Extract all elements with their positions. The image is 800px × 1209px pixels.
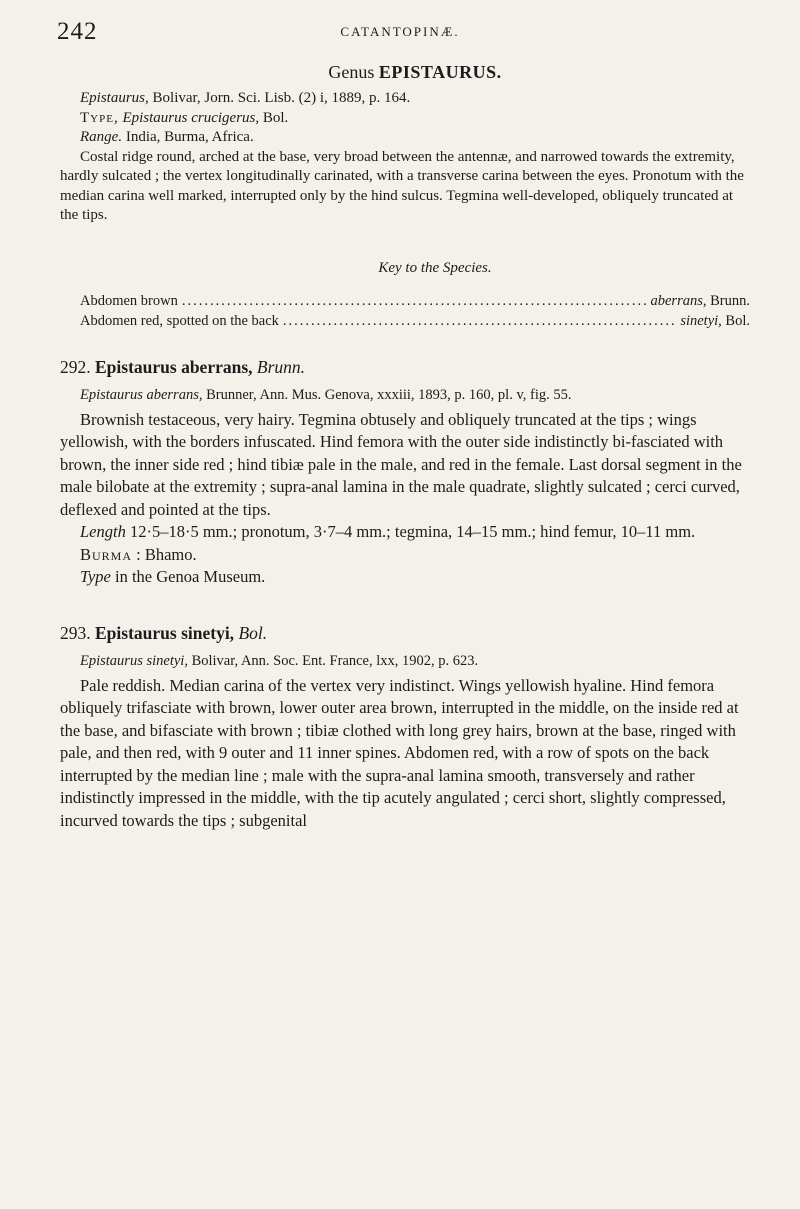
species-number: 292. [60, 356, 91, 377]
species-heading [60, 623, 750, 644]
species-name: Epistaurus sinetyi, [95, 622, 235, 643]
genus-type-name: Epistaurus crucigerus, [122, 109, 260, 126]
genus-type [60, 109, 750, 129]
page-number: 242 [57, 18, 98, 45]
genus-range-text: India, Burma, Africa. [122, 129, 254, 145]
key-row-species: aberrans, Brunn. [650, 292, 750, 309]
genus-type-label: Type, [80, 109, 119, 126]
species-reference: Epistaurus aberrans, Brunner, Ann. Mus. Genova, xxxiii, 1893, p. 160, pl. v, fig. 55. [80, 386, 572, 403]
page-body [60, 62, 750, 832]
genus-ref-name: Epistaurus, [80, 90, 149, 106]
species-name: Epistaurus aberrans, [95, 356, 253, 377]
species-length: Length 12·5–18·5 mm.; pronotum, 3·7–4 mm.; tegmina, 14–15 mm.; hind femur, 10–11 mm. [80, 522, 696, 541]
genus-type-author: Bol. [259, 109, 289, 126]
genus-prefix: Genus [328, 62, 379, 82]
key-heading: Key to the Species. [378, 259, 492, 276]
key-row [80, 291, 750, 311]
species-author: Brunn. [256, 356, 306, 377]
running-title: CATANTOPINÆ. [340, 24, 460, 39]
species-number: 293. [60, 622, 91, 643]
species-author: Bol. [238, 622, 268, 643]
running-head [0, 18, 800, 48]
key-row [80, 311, 750, 331]
genus-description: Costal ridge round, arched at the base, very broad between the antennæ, and narrowed towards the extremity, hardly sulcated ; the vertex longitudinally carinated, with a transverse carina between the eyes. Pronotum with the median carina well marked, interrupted only by the hind sulcus. Tegmina well-developed, obliquely truncated at the tips. [60, 148, 744, 223]
species-heading [60, 357, 750, 378]
key-row-text: Abdomen red, spotted on the back [80, 312, 279, 329]
genus-range [60, 128, 750, 148]
species-description: Brownish testaceous, very hairy. Tegmina obtusely and obliquely truncated at the tips ; wings yellowish, with the borders infuscated. Hind femora with the outer side indistinctly bi-fasciated with brown, the inner side red ; hind tibiæ pale in the male, and red in the female. Last dorsal segment in the male bilobate at the extremity ; supra-anal lamina in the male quadrate, slightly sulcated ; cerci curved, deflexed and pointed at the tips. [60, 409, 742, 519]
species-locality: Burma : Bhamo. [80, 544, 197, 564]
key-row-leader [182, 291, 647, 311]
species-description: Pale reddish. Median carina of the vertex very indistinct. Wings yellowish hyaline. Hind femora obliquely trifasciate with brown, lower outer area brown, interrupted in the middle, on the inside red at the base, and bifasciate with brown ; tibiæ clothed with long grey hairs, brown at the base, ringed with pale, and then red, with 9 outer and 11 inner spines. Abdomen red, with a row of spots on the back interrupted by the median line ; male with the supra-anal lamina smooth, transversely and rather indistinctly impressed in the middle, with the tip acutely angulated ; cerci short, slightly compressed, incurved towards the tips ; subgenital [60, 675, 739, 830]
genus-heading [80, 62, 750, 83]
key-row-species: sinetyi, Bol. [680, 312, 750, 329]
species-reference: Epistaurus sinetyi, Bolivar, Ann. Soc. Ent. France, lxx, 1902, p. 623. [80, 652, 479, 669]
key-row-leader [283, 311, 676, 331]
genus-ref-text: Bolivar, Jorn. Sci. Lisb. (2) i, 1889, p. 164. [148, 90, 411, 106]
key-row-text: Abdomen brown [80, 292, 178, 309]
genus-reference [60, 89, 750, 109]
genus-name: EPISTAURUS. [378, 62, 502, 82]
species-type: Type in the Genoa Museum. [80, 567, 266, 586]
genus-range-label: Range. [80, 129, 123, 145]
